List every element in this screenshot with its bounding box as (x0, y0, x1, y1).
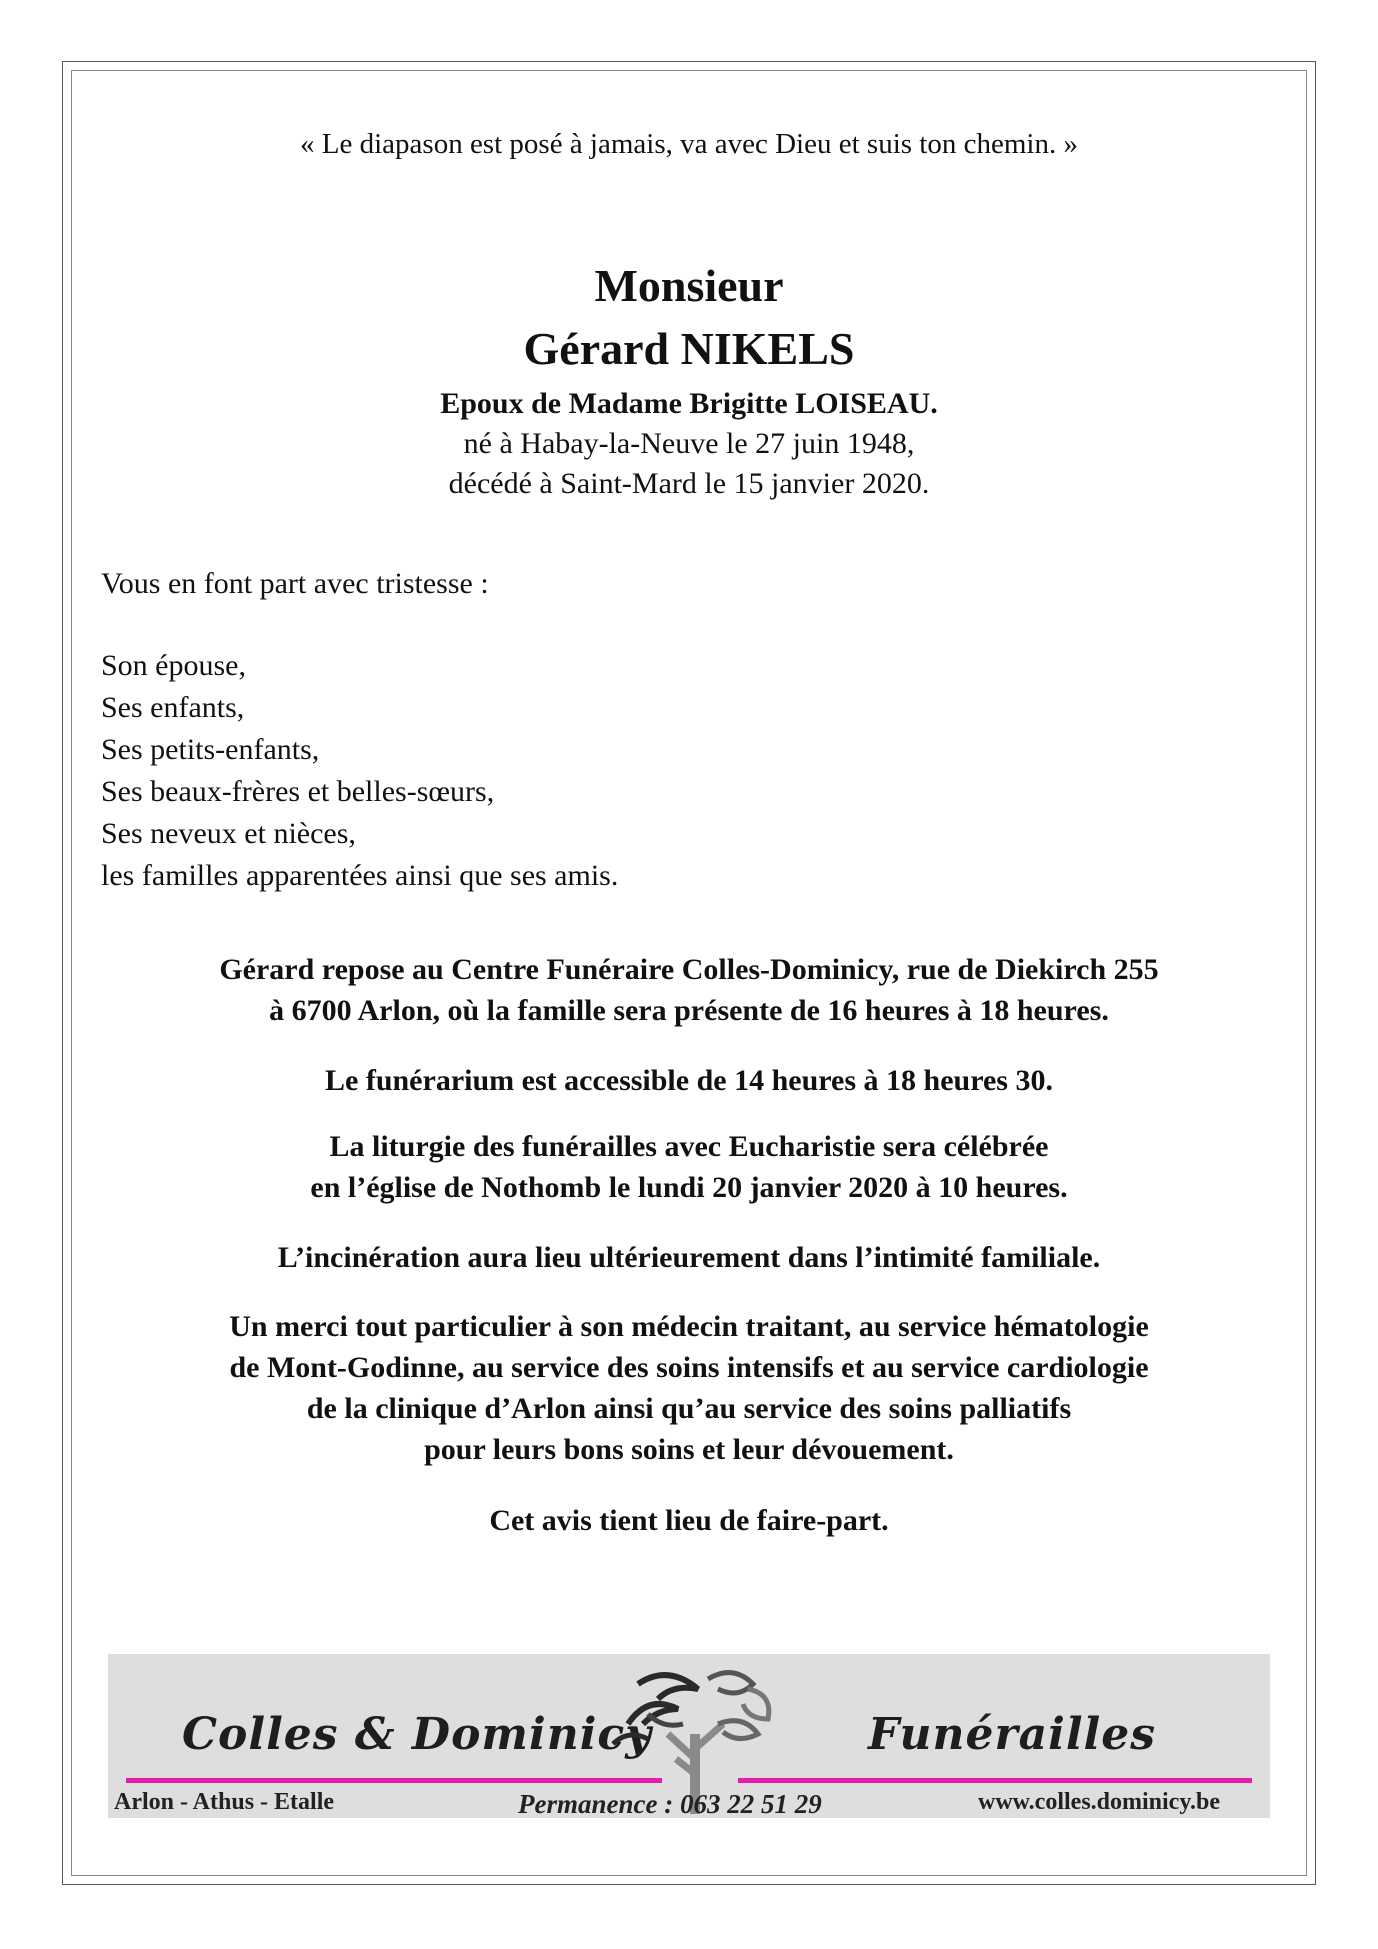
thanks-paragraph (0, 1306, 1378, 1470)
liturgy-paragraph (0, 1126, 1378, 1208)
repose-line: à 6700 Arlon, où la famille sera présente de 16 heures à 18 heures. (269, 994, 1109, 1027)
family-member: Ses beaux-frères et belles-sœurs, (101, 775, 495, 808)
epigraph-quote: « Le diapason est posé à jamais, va avec Dieu et suis ton chemin. » (300, 128, 1078, 160)
family-member: Son épouse, (101, 649, 246, 682)
family-member: Ses enfants, (101, 691, 245, 724)
thanks-line: Un merci tout particulier à son médecin traitant, au service hématologie (229, 1310, 1149, 1343)
locations: Arlon - Athus - Etalle (114, 1789, 335, 1815)
accent-line-right (738, 1778, 1252, 1783)
liturgy-line: en l’église de Nothomb le lundi 20 janvier 2020 à 10 heures. (310, 1171, 1068, 1204)
honorific: Monsieur (594, 260, 784, 311)
funeral-home-banner (108, 1654, 1270, 1818)
funerarium-hours: Le funérarium est accessible de 14 heures à 18 heures 30. (325, 1064, 1053, 1097)
deceased-name: Gérard NIKELS (523, 323, 855, 374)
website-link[interactable]: www.colles.dominicy.be (978, 1789, 1221, 1815)
birth-line: né à Habay-la-Neuve le 27 juin 1948, (463, 427, 915, 460)
family-list (101, 647, 618, 899)
brand-service: Funérailles (868, 1709, 1157, 1760)
death-line: décédé à Saint-Mard le 15 janvier 2020. (448, 467, 930, 500)
announcement-intro: Vous en font part avec tristesse : (101, 567, 489, 600)
family-member: Ses neveux et nièces, (101, 817, 356, 850)
permanence-phone: Permanence : 063 22 51 29 (518, 1789, 822, 1819)
thanks-line: de Mont-Godinne, au service des soins intensifs et au service cardiologie (229, 1351, 1149, 1384)
family-member: Ses petits-enfants, (101, 733, 320, 766)
faire-part-note: Cet avis tient lieu de faire-part. (489, 1504, 889, 1537)
accent-line-left (126, 1778, 662, 1783)
family-member: les familles apparentées ainsi que ses amis. (101, 859, 619, 892)
repose-paragraph (0, 949, 1378, 1031)
repose-line: Gérard repose au Centre Funéraire Colles-Dominicy, rue de Diekirch 255 (219, 953, 1159, 986)
brand-name: Colles & Dominicy (182, 1709, 652, 1760)
incineration-note: L’incinération aura lieu ultérieurement dans l’intimité familiale. (277, 1241, 1101, 1274)
thanks-line: pour leurs bons soins et leur dévouement. (424, 1433, 954, 1466)
spouse-line: Epoux de Madame Brigitte LOISEAU. (440, 387, 938, 420)
thanks-line: de la clinique d’Arlon ainsi qu’au service des soins palliatifs (306, 1392, 1072, 1425)
liturgy-line: La liturgie des funérailles avec Eucharistie sera célébrée (329, 1130, 1049, 1163)
